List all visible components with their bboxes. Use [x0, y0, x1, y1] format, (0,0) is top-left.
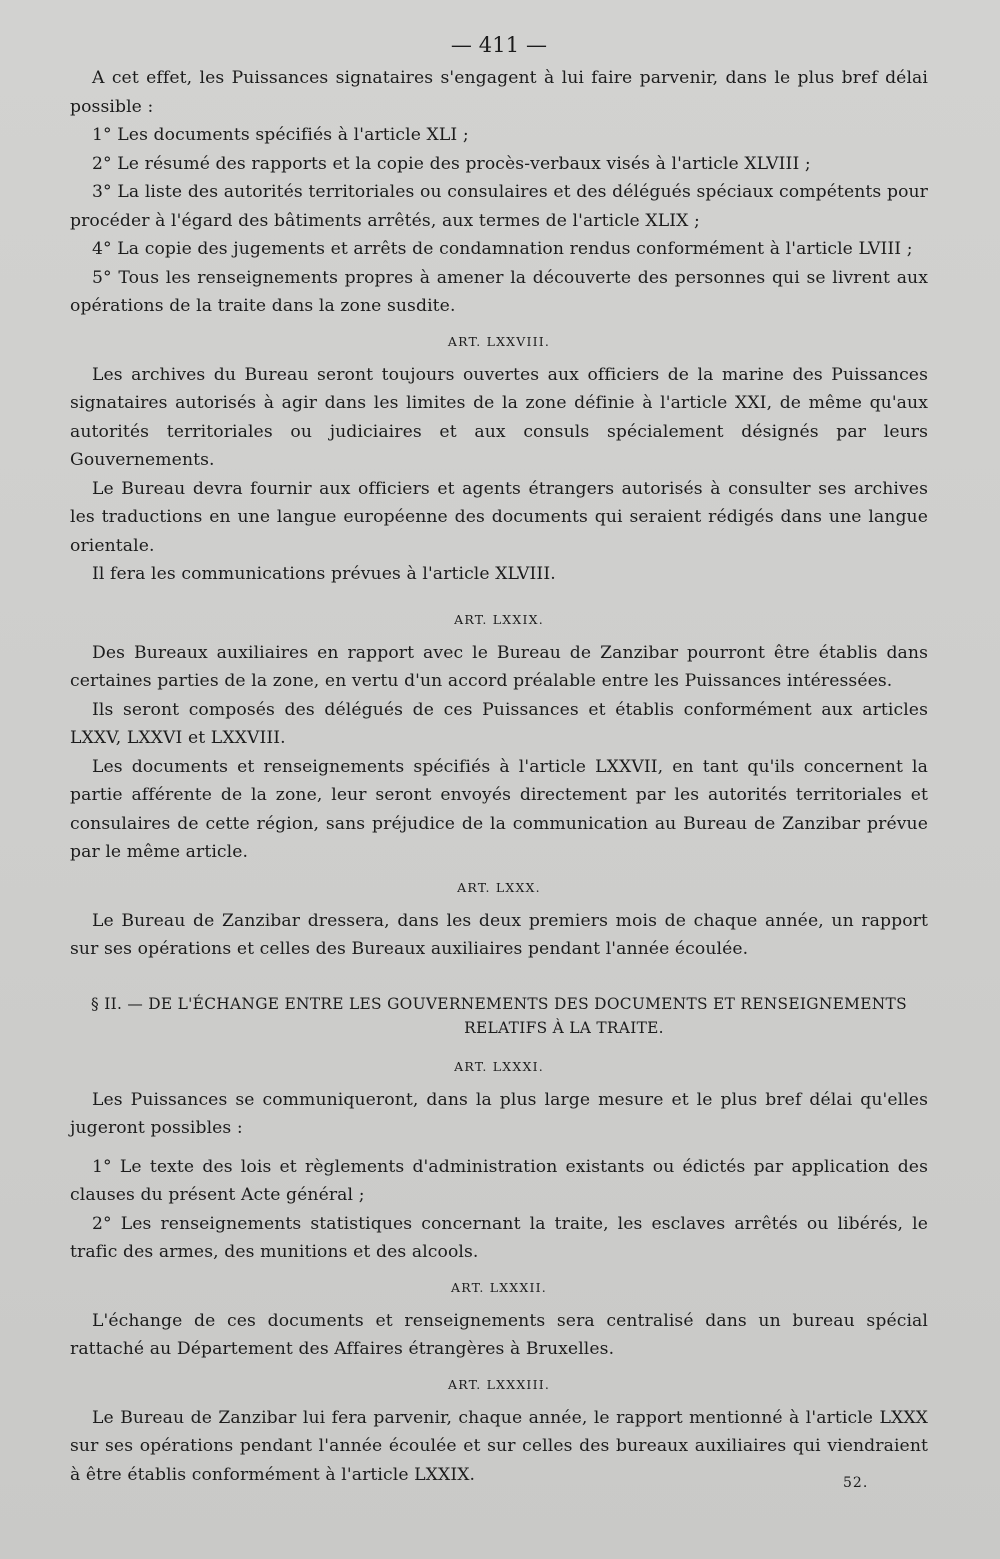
- paragraph: Ils seront composés des délégués de ces Puissances et établis conformément aux articles LXXV, LXXVI et LXXVIII.: [70, 699, 928, 748]
- list-item: 1° Le texte des lois et règlements d'administration existants ou édictés par application des clauses du présent Acte général ;: [70, 1156, 928, 1205]
- paragraph: Les Puissances se communiqueront, dans la plus large mesure et le plus bref délai qu'elles jugeront possibles :: [70, 1089, 928, 1138]
- paragraph: Des Bureaux auxiliaires en rapport avec le Bureau de Zanzibar pourront être établis dans certaines parties de la zone, en vertu d'un accord préalable entre les Puissances intéressées.: [70, 642, 928, 691]
- article-heading: ART. LXXVIII.: [447, 333, 551, 349]
- article-heading: ART. LXXX.: [457, 879, 541, 895]
- paragraph: A cet effet, les Puissances signataires s'engagent à lui faire parvenir, dans le plus bref délai possible :: [70, 68, 928, 117]
- list-item: 5° Tous les renseignements propres à amener la découverte des personnes qui se livrent aux opérations de la traite dans la zone susdite.: [70, 267, 928, 316]
- list-item: 3° La liste des autorités territoriales ou consulaires et des délégués spéciaux compétents pour procéder à l'égard des bâtiments arrêtés, aux termes de l'article XLIX ;: [70, 182, 928, 231]
- article-heading: ART. LXXXIII.: [447, 1376, 551, 1392]
- article-heading: ART. LXXXI.: [454, 1058, 544, 1074]
- list-item: 2° Le résumé des rapports et la copie des procès-verbaux visés à l'article XLVIII ;: [92, 153, 811, 174]
- paragraph: Le Bureau de Zanzibar dressera, dans les deux premiers mois de chaque année, un rapport sur ses opérations et celles des Bureaux auxiliaires pendant l'année écoulée.: [70, 910, 928, 959]
- paragraph: Le Bureau devra fournir aux officiers et agents étrangers autorisés à consulter ses archives les traductions en une langue européenne des documents qui seraient rédigés dans une langue orientale.: [70, 478, 928, 556]
- paragraph: Le Bureau de Zanzibar lui fera parvenir, chaque année, le rapport mentionné à l'article LXXX sur ses opérations pendant l'année écoulée et sur celles des bureaux auxiliaires qui viendraient à être établis conformément à l'article LXXIX.: [70, 1407, 928, 1485]
- article-heading: ART. LXXXII.: [451, 1279, 547, 1295]
- paragraph: Les archives du Bureau seront toujours ouvertes aux officiers de la marine des Puissances signataires autorisés à agir dans les limites de la zone définie à l'article XXI, de même qu'aux autorités territoriales ou judiciaires et aux consuls spécialement désignés par leurs Gouvernements.: [70, 364, 928, 470]
- section-heading-line: RELATIFS À LA TRAITE.: [464, 1018, 664, 1037]
- article-heading: ART. LXXIX.: [454, 611, 544, 627]
- page-number: — 411 —: [450, 33, 548, 57]
- page-body: [70, 30, 928, 1489]
- paragraph: L'échange de ces documents et renseignements sera centralisé dans un bureau spécial rattaché au Département des Affaires étrangères à Bruxelles.: [70, 1310, 928, 1359]
- sheet-number: 52.: [843, 1475, 869, 1491]
- section-heading: [70, 992, 928, 1040]
- list-item: 2° Les renseignements statistiques concernant la traite, les esclaves arrêtés ou libérés, le trafic des armes, des munitions et des alcools.: [70, 1213, 928, 1262]
- paragraph: Les documents et renseignements spécifiés à l'article LXXVII, en tant qu'ils concernent la partie afférente de la zone, leur seront envoyés directement par les autorités territoriales et consulaires de cette région, sans préjudice de la communication au Bureau de Zanzibar prévue par le même article.: [70, 756, 928, 862]
- paragraph: Il fera les communications prévues à l'article XLVIII.: [92, 564, 556, 584]
- list-item: 4° La copie des jugements et arrêts de condamnation rendus conformément à l'article LVIII ;: [92, 239, 913, 259]
- list-item: 1° Les documents spécifiés à l'article XLI ;: [92, 125, 469, 145]
- section-heading-line: § II. — DE L'ÉCHANGE ENTRE LES GOUVERNEMENTS DES DOCUMENTS ET RENSEIGNEMENTS: [91, 994, 907, 1013]
